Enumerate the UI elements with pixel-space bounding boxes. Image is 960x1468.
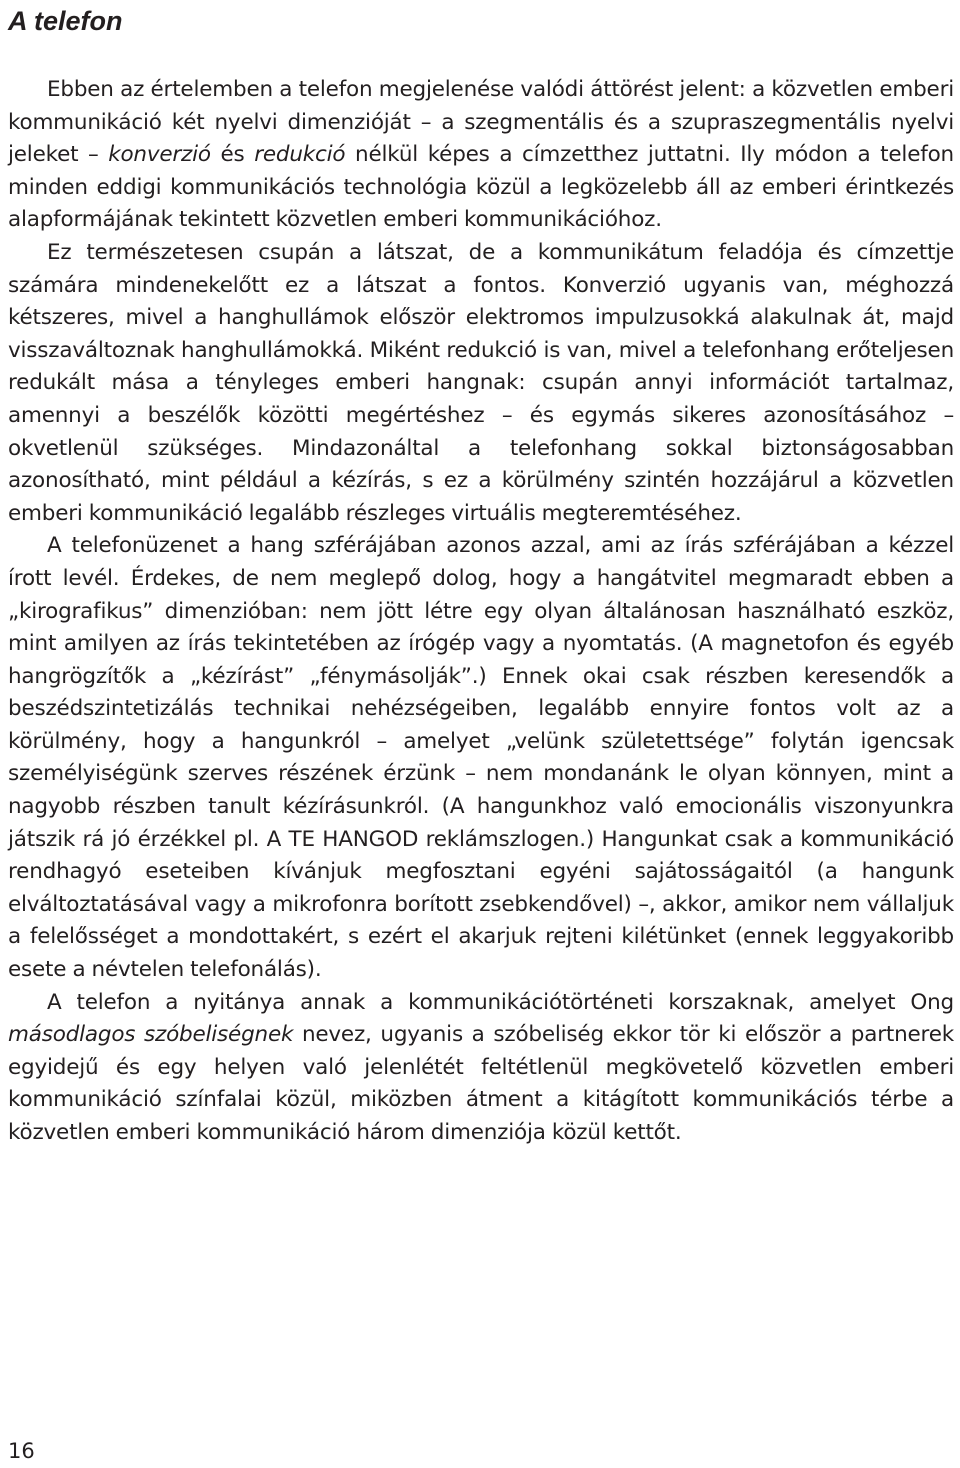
- term-konverzio: konverzió: [108, 142, 211, 168]
- page-heading: A telefon: [8, 6, 123, 36]
- article-body: [8, 74, 954, 1150]
- paragraph-1: [8, 74, 954, 237]
- paragraph-4-text-b: nevez, ugyanis a szóbeliség ekkor tör ki először a partnerek egyidejű és egy helyen való jelenlétét feltétlenül megkövetelő közvetlen emberi kommunikáció színfalai közül, miközben átment a kitágított kommunikációs térbe a közvetlen emberi kommunikáció három dimenziója közül kettőt.: [8, 1022, 954, 1145]
- paragraph-3: A telefonüzenet a hang szférájában azonos azzal, ami az írás szférájában a kézzel írott levél. Érdekes, de nem meglepő dolog, hogy a hangátvitel megmaradt ebben a „kirografikus” dimenzióban: nem jött létre egy olyan általánosan használható eszköz, mint amilyen az írás tekintetében az írógép vagy a nyomtatás. (A magnetofon és egyéb hangrögzítők a „kézírást” „fénymásolják”.) Ennek okai csak részben keresendők a beszédszintetizálás technikai nehézségeiben, legalább ennyire fontos volt az a körülmény, hogy a hangunkról – amelyet „velünk születettsége” folytán igencsak személyiségünk szerves részének érzünk – nem mondanánk le olyan könnyen, mint a nagyobb részben tanult kézírásunkról. (A hangunkhoz való emocionális viszonyunkra játszik rá jó érzékkel pl. A TE HANGOD reklámszlogen.) Hangunkat csak a kommunikáció rendhagyó eseteiben kívánjuk megfosztani egyéni sajátosságaitól (a hangunk elváltoztatásával vagy a mikrofonra borított zsebkendővel) –, akkor, amikor nem vállaljuk a felelősséget a mondottakért, s ezért el akarjuk rejteni kilétünket (ennek leggyakoribb esete a névtelen telefonálás).: [8, 533, 954, 983]
- paragraph-2: Ez természetesen csupán a látszat, de a kommunikátum feladója és címzettje számára mindenekelőtt ez a látszat a fontos. Konverzió ugyanis van, méghozzá kétszeres, mivel a hanghullámok először elektromos impulzusokká alakulnak át, majd visszaváltoznak hanghullámokká. Miként redukció is van, mivel a telefonhang erőteljesen redukált mása a tényleges emberi hangnak: csupán annyi információt tartalmaz, amennyi a beszélők közötti megértéshez – és egymás sikeres azonosításához – okvetlenül szükséges. Mindazonáltal a telefonhang sokkal biztonságosabban azonosítható, mint például a kézírás, s ez a körülmény szintén hozzájárul a közvetlen emberi kommunikáció legalább részleges virtuális megteremtéséhez.: [8, 239, 954, 526]
- paragraph-4: [8, 987, 954, 1150]
- paragraph-1-text-a: Ebben az értelemben a telefon megjelenése valódi áttörést jelent: a közvetlen emberi kommunikáció két nyelvi dimenzióját – a szegmentális és a szupraszegmentális nyelvi jeleket –: [8, 77, 954, 168]
- term-masodlagos-szobeliseg: másodlagos szóbeliségnek: [8, 1022, 294, 1048]
- paragraph-4-text-a: A telefon a nyitánya annak a kommunikációtörténeti korszaknak, amelyet Ong: [47, 989, 954, 1015]
- paragraph-1-text-b: és: [210, 142, 255, 168]
- term-redukcio: redukció: [254, 142, 346, 168]
- page-number: 16: [8, 1439, 35, 1463]
- paragraph-1-text-c: nélkül képes a címzetthez juttatni. Ily módon a telefon minden eddigi kommunikációs technológia közül a legközelebb áll az emberi érintkezés alapformájának tekintett közvetlen emberi kommunikációhoz.: [8, 142, 954, 233]
